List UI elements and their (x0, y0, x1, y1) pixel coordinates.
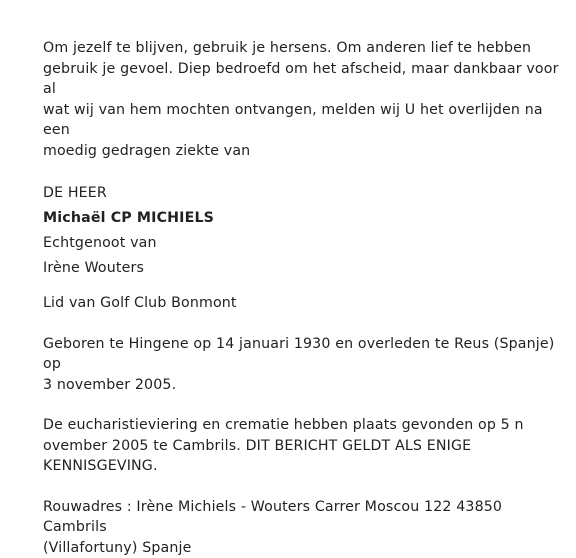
birth-death-paragraph (43, 334, 563, 396)
obituary-notice (43, 38, 563, 558)
intro-paragraph (43, 38, 563, 161)
intro-line: wat wij van hem mochten ontvangen, melden wij U het overlijden na een (43, 100, 563, 141)
intro-line: Om jezelf te blijven, gebruik je hersens. Om anderen lief te hebben (43, 38, 563, 59)
ceremony-line: De eucharistieviering en crematie hebben plaats gevonden op 5 n (43, 415, 563, 436)
ceremony-line: ovember 2005 te Cambrils. DIT BERICHT GELDT ALS ENIGE (43, 436, 563, 457)
ceremony-line: KENNISGEVING. (43, 456, 563, 477)
address-line: (Villafortuny) Spanje (43, 538, 563, 558)
address-line: Rouwadres : Irène Michiels - Wouters Carrer Moscou 122 43850 Cambrils (43, 497, 563, 538)
spouse-name: Irène Wouters (43, 256, 563, 281)
birth-death-line: Geboren te Hingene op 14 januari 1930 en overleden te Reus (Spanje) op (43, 334, 563, 375)
deceased-block (43, 181, 563, 281)
intro-line: moedig gedragen ziekte van (43, 141, 563, 162)
intro-line: gebruik je gevoel. Diep bedroefd om het afscheid, maar dankbaar voor al (43, 59, 563, 100)
ceremony-paragraph (43, 415, 563, 477)
membership-text: Lid van Golf Club Bonmont (43, 293, 563, 314)
address-paragraph (43, 497, 563, 558)
deceased-name: Michaël CP MICHIELS (43, 206, 563, 231)
birth-death-line: 3 november 2005. (43, 375, 563, 396)
salutation: DE HEER (43, 181, 563, 206)
relation-label: Echtgenoot van (43, 231, 563, 256)
